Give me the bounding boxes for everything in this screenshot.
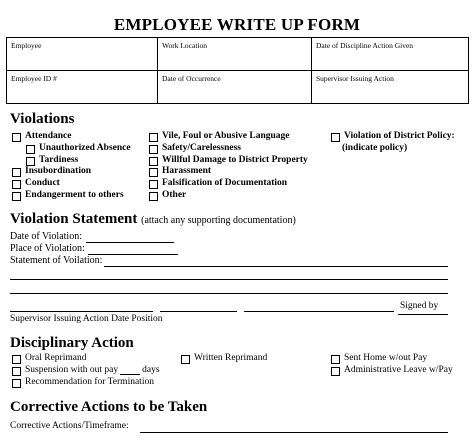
violation-other[interactable]: Other xyxy=(149,190,186,201)
violation-property-damage[interactable]: Willful Damage to District Property xyxy=(149,155,308,166)
violation-tardiness[interactable]: Tardiness xyxy=(26,155,78,166)
suspension-days-blank[interactable] xyxy=(120,365,140,375)
statement-line-2[interactable] xyxy=(10,279,448,280)
checkbox[interactable] xyxy=(331,367,340,376)
checkbox[interactable] xyxy=(149,145,158,154)
checkbox[interactable] xyxy=(12,379,21,388)
violations-heading: Violations xyxy=(10,111,75,127)
violation-harassment[interactable]: Harassment xyxy=(149,166,211,177)
violation-unauthorized-absence[interactable]: Unauthorized Absence xyxy=(26,143,131,154)
place-of-violation-label: Place of Violation: xyxy=(10,243,85,254)
district-policy-note: (indicate policy) xyxy=(342,143,408,153)
discipline-date-field[interactable]: Date of Discipline Action Given xyxy=(312,38,469,71)
checkbox[interactable] xyxy=(12,355,21,364)
action-termination[interactable]: Recommendation for Termination xyxy=(12,377,154,388)
date-of-violation-label: Date of Violation: xyxy=(10,231,82,242)
employee-id-field[interactable]: Employee ID # xyxy=(7,71,158,104)
action-oral-reprimand[interactable]: Oral Reprimand xyxy=(12,353,86,364)
checkbox[interactable] xyxy=(149,157,158,166)
statement-line-3[interactable] xyxy=(10,293,448,294)
violation-safety[interactable]: Safety/Carelessness xyxy=(149,143,241,154)
statement-heading: Violation Statement (attach any supporting documentation) xyxy=(10,211,296,227)
violation-district-policy[interactable]: Violation of District Policy: xyxy=(331,131,455,142)
action-suspension[interactable]: Suspension with out pay days xyxy=(12,365,160,376)
table-row xyxy=(7,38,469,71)
signature-line-1[interactable] xyxy=(10,311,153,312)
employee-field[interactable]: Employee xyxy=(7,38,158,71)
corrective-heading: Corrective Actions to be Taken xyxy=(10,399,208,415)
action-sent-home[interactable]: Sent Home w/out Pay xyxy=(331,353,427,364)
occurrence-date-field[interactable]: Date of Occurrence xyxy=(158,71,312,104)
checkbox[interactable] xyxy=(149,133,158,142)
signature-line-3[interactable] xyxy=(244,311,394,312)
checkbox[interactable] xyxy=(149,192,158,201)
statement-note: (attach any supporting documentation) xyxy=(141,215,296,226)
supervisor-field[interactable]: Supervisor Issuing Action xyxy=(312,71,469,104)
checkbox[interactable] xyxy=(12,168,21,177)
checkbox[interactable] xyxy=(12,192,21,201)
checkbox[interactable] xyxy=(181,355,190,364)
violation-attendance[interactable]: Attendance xyxy=(12,131,71,142)
table-row xyxy=(7,71,469,104)
work-location-field[interactable]: Work Location xyxy=(158,38,312,71)
violation-falsification[interactable]: Falsification of Documentation xyxy=(149,178,287,189)
disciplinary-heading: Disciplinary Action xyxy=(10,335,134,351)
employee-info-table xyxy=(6,37,469,104)
checkbox[interactable] xyxy=(12,133,21,142)
checkbox[interactable] xyxy=(149,168,158,177)
signed-by-line[interactable] xyxy=(398,314,448,315)
supervisor-action-label: Supervisor Issuing Action Date Position xyxy=(10,314,163,324)
violation-conduct[interactable]: Conduct xyxy=(12,178,60,189)
action-administrative-leave[interactable]: Administrative Leave w/Pay xyxy=(331,365,453,376)
statement-label: Statement of Voilation: xyxy=(10,255,103,266)
violation-abusive-language[interactable]: Vile, Foul or Abusive Language xyxy=(149,131,289,142)
checkbox[interactable] xyxy=(12,180,21,189)
signature-line-2[interactable] xyxy=(160,311,237,312)
corrective-label: Corrective Actions/Timeframe: xyxy=(10,421,129,431)
statement-line-1[interactable] xyxy=(104,266,448,267)
signed-by-label: Signed by xyxy=(400,301,439,311)
checkbox[interactable] xyxy=(12,367,21,376)
checkbox[interactable] xyxy=(26,157,35,166)
page-title: EMPLOYEE WRITE UP FORM xyxy=(113,15,361,34)
violation-insubordination[interactable]: Insubordination xyxy=(12,166,91,177)
checkbox[interactable] xyxy=(149,180,158,189)
violation-endangerment[interactable]: Endangerment to others xyxy=(12,190,124,201)
corrective-line[interactable] xyxy=(140,432,448,433)
checkbox[interactable] xyxy=(331,355,340,364)
checkbox[interactable] xyxy=(331,133,340,142)
action-written-reprimand[interactable]: Written Reprimand xyxy=(181,353,267,364)
checkbox[interactable] xyxy=(26,145,35,154)
date-of-violation-line[interactable] xyxy=(86,242,174,243)
